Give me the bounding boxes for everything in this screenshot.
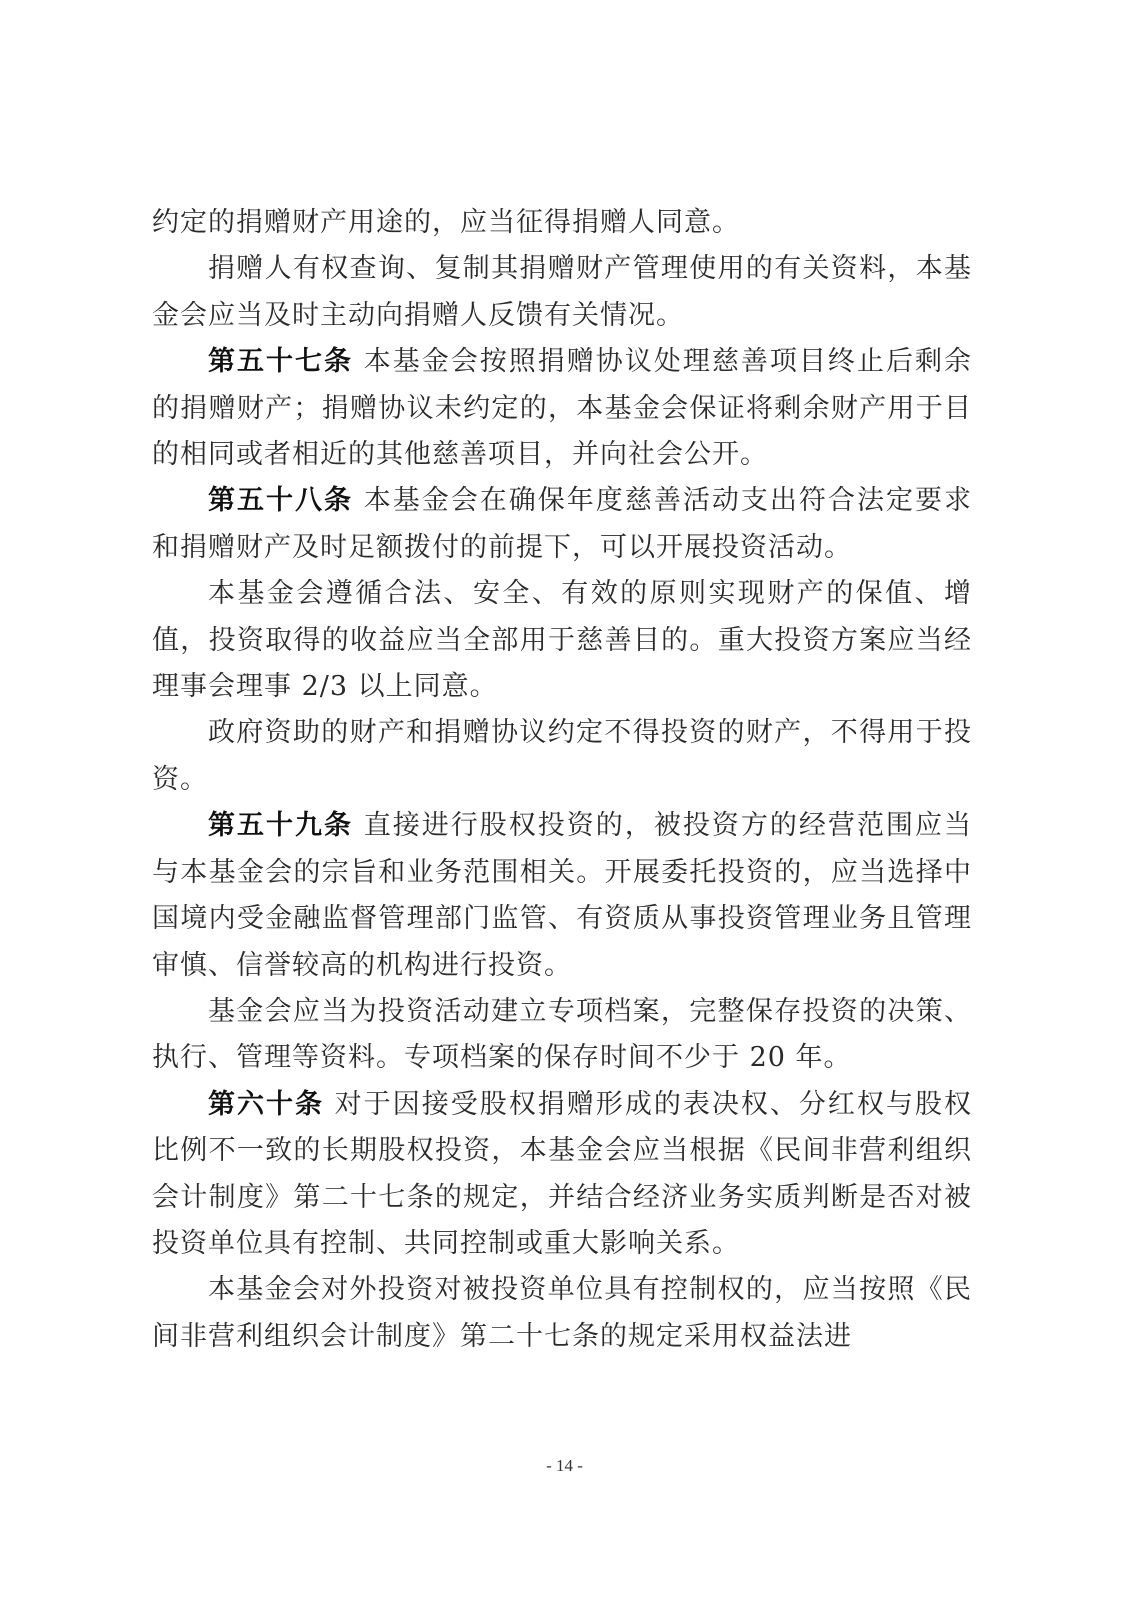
article-58 [152,478,972,571]
article-number: 第五十九条 [208,810,354,842]
article-60 [152,1082,972,1268]
article-number: 第五十七条 [208,346,354,378]
paragraph-6 [152,710,972,803]
article-57 [152,339,972,478]
paragraph-8 [152,989,972,1082]
paragraph-text: 本基金会对外投资对被投资单位具有控制权的，应当按照《民间非营利组织会计制度》第二十七条的规定采用权益法进 [152,1274,972,1352]
document-body [152,200,972,1360]
paragraph-text: 本基金会在确保年度慈善活动支出符合法定要求和捐赠财产及时足额拨付的前提下，可以开展投资活动。 [152,485,972,563]
paragraph-5 [152,571,972,710]
paragraph-text: 约定的捐赠财产用途的，应当征得捐赠人同意。 [152,207,740,238]
article-59 [152,803,972,989]
paragraph-2 [152,246,972,339]
paragraph-10 [152,1267,972,1360]
paragraph-text: 对于因接受股权捐赠形成的表决权、分红权与股权比例不一致的长期股权投资，本基金会应当根据《民间非营利组织会计制度》第二十七条的规定，并结合经济业务实质判断是否对被投资单位具有控制、共同控制或重大影响关系。 [152,1088,972,1259]
paragraph-text: 政府资助的财产和捐赠协议约定不得投资的财产，不得用于投资。 [152,717,972,795]
paragraph-text: 本基金会遵循合法、安全、有效的原则实现财产的保值、增值，投资取得的收益应当全部用于慈善目的。重大投资方案应当经理事会理事 2/3 以上同意。 [152,578,972,703]
paragraph-text: 捐赠人有权查询、复制其捐赠财产管理使用的有关资料，本基金会应当及时主动向捐赠人反馈有关情况。 [152,253,972,331]
paragraph-1 [152,200,972,246]
paragraph-text: 直接进行股权投资的，被投资方的经营范围应当与本基金会的宗旨和业务范围相关。开展委托投资的，应当选择中国境内受金融监督管理部门监管、有资质从事投资管理业务且管理审慎、信誉较高的机构进行投资。 [152,810,972,981]
article-number: 第五十八条 [208,485,354,517]
article-number: 第六十条 [208,1088,325,1120]
paragraph-text: 本基金会按照捐赠协议处理慈善项目终止后剩余的捐赠财产；捐赠协议未约定的，本基金会保证将剩余财产用于目的相同或者相近的其他慈善项目，并向社会公开。 [152,346,972,471]
page-number: - 14 - [546,1456,583,1475]
paragraph-text: 基金会应当为投资活动建立专项档案，完整保存投资的决策、执行、管理等资料。专项档案的保存时间不少于 20 年。 [152,995,972,1074]
